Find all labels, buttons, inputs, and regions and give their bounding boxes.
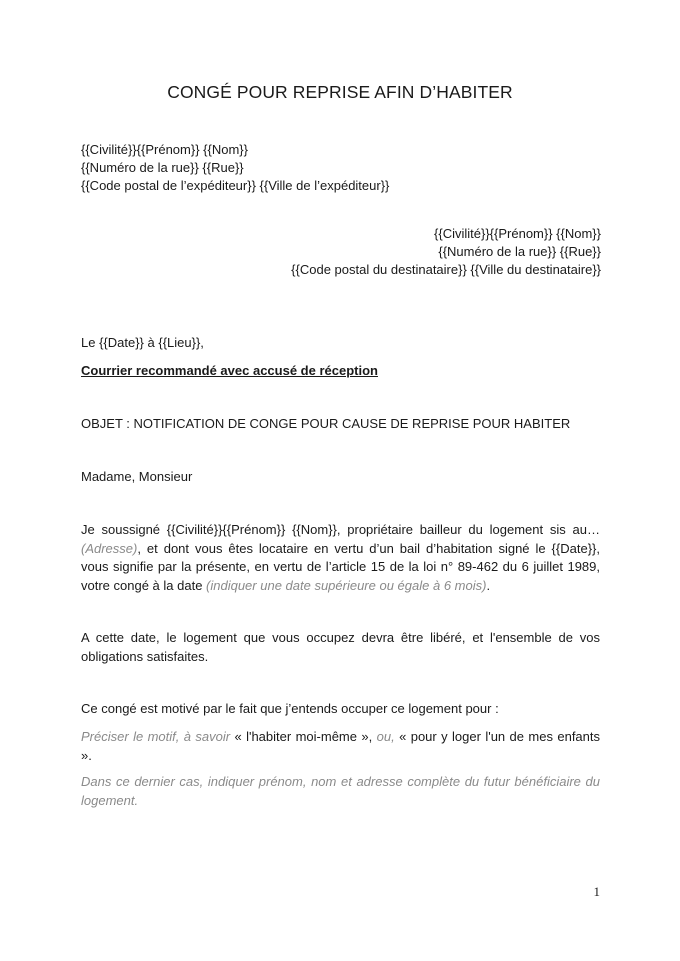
body-paragraph-3: Ce congé est motivé par le fait que j’entends occuper ce logement pour : — [81, 701, 499, 716]
recipient-street: {{Numéro de la rue}} {{Rue}} — [438, 244, 601, 259]
body4-or: ou, — [376, 729, 395, 744]
body4-option-2: « pour y loger l'un de mes enfants ». — [81, 729, 600, 763]
registered-mail-notice — [81, 362, 600, 381]
body1-text-a: Je soussigné {{Civilité}}{{Prénom}} {{Nom}}, propriétaire bailleur du logement sis au… — [81, 522, 600, 537]
body1-text-b: , et dont vous êtes locataire en vertu d’un bail d’habitation signé le {{Date}}, vous signifie par la présente, en vertu de l’article 15 de la loi n° 89-462 du 6 juillet 1989, votre congé à la date — [81, 540, 600, 593]
body1-address-hint: (Adresse) — [81, 540, 138, 556]
sender-address — [81, 141, 389, 195]
page-number: 1 — [593, 884, 600, 899]
date-line: Le {{Date}} à {{Lieu}}, — [81, 335, 204, 350]
body4-option-1: « l'habiter moi-même », — [230, 729, 377, 744]
body-paragraph-4 — [81, 728, 600, 765]
salutation: Madame, Monsieur — [81, 469, 193, 484]
sender-city: {{Code postal de l’expéditeur}} {{Ville de l’expéditeur}} — [81, 178, 390, 193]
sender-street: {{Numéro de la rue}} {{Rue}} — [81, 160, 244, 175]
body4-motive-hint: Préciser le motif, à savoir — [81, 729, 231, 744]
subject-line: OBJET : NOTIFICATION DE CONGE POUR CAUSE DE REPRISE POUR HABITER — [81, 416, 571, 431]
body1-date-hint: (indiquer une date supérieure ou égale à 6 mois) — [206, 577, 487, 593]
recipient-city: {{Code postal du destinataire}} {{Ville du destinataire}} — [291, 262, 601, 277]
registered-mail-label: Courrier recommandé avec accusé de réception — [81, 363, 378, 378]
body-paragraph-5: Dans ce dernier cas, indiquer prénom, nom et adresse complète du futur bénéficiaire du logement. — [81, 774, 600, 808]
body1-text-c: . — [486, 577, 491, 593]
document-title: CONGÉ POUR REPRISE AFIN D’HABITER — [167, 82, 513, 102]
sender-name: {{Civilité}}{{Prénom}} {{Nom}} — [81, 142, 248, 157]
body-paragraph-2: A cette date, le logement que vous occupez devra être libéré, et l'ensemble de vos obligations satisfaites. — [81, 630, 600, 664]
body-paragraph-1 — [81, 521, 600, 595]
recipient-name: {{Civilité}}{{Prénom}} {{Nom}} — [434, 226, 601, 241]
recipient-address — [291, 225, 601, 279]
